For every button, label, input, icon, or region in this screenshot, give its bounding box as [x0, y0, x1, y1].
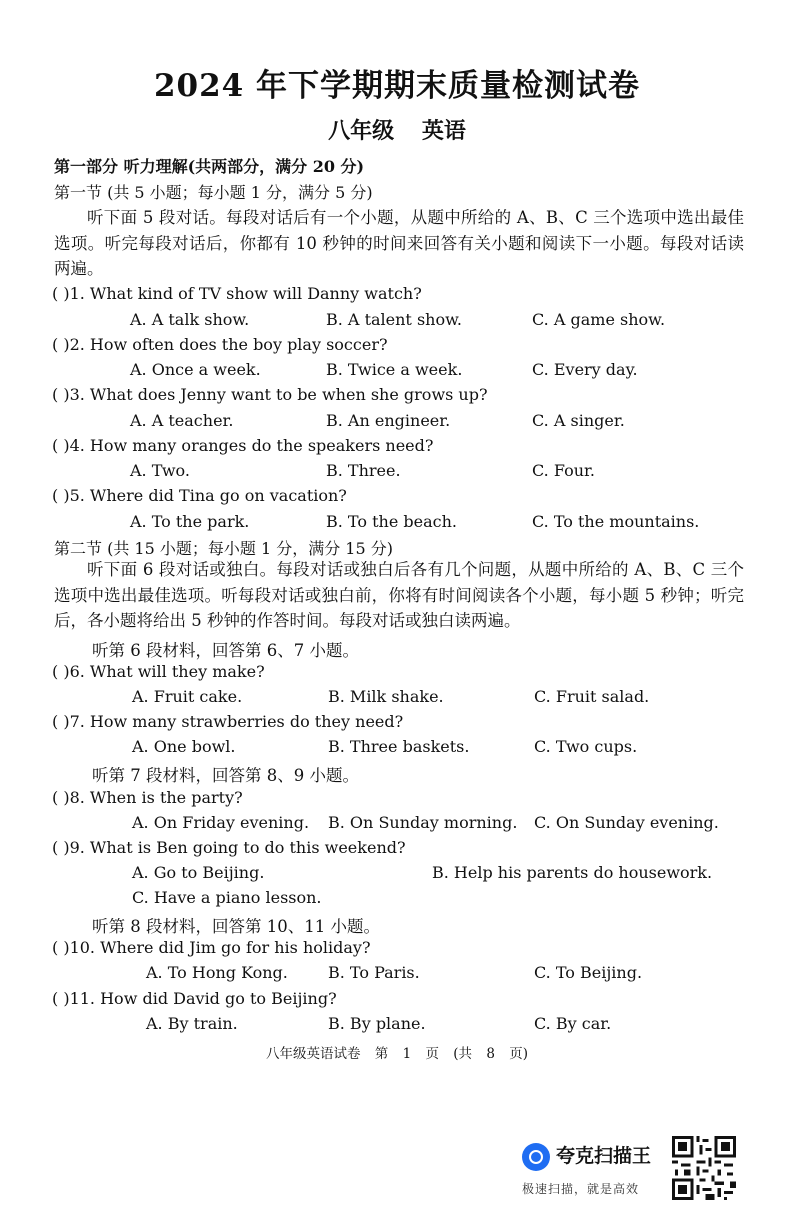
q1-option-a: A. A talk show.	[130, 310, 250, 329]
material-8-heading: 听第 8 段材料，回答第 10、11 小题。	[92, 917, 380, 936]
section1-heading	[54, 180, 373, 203]
q5-option-c: C. To the mountains.	[532, 512, 700, 531]
q6-option-c: C. Fruit salad.	[534, 687, 650, 706]
q8-option-a: A. On Friday evening.	[132, 813, 310, 832]
quark-logo-icon	[522, 1143, 550, 1171]
q10-option-b: B. To Paris.	[328, 963, 420, 982]
brand-name: 夸克扫描王	[556, 1145, 652, 1167]
q6-option-a: A. Fruit cake.	[132, 687, 243, 706]
q1-option-c: C. A game show.	[532, 310, 666, 329]
q11-option-c: C. By car.	[534, 1014, 612, 1033]
material-6-heading: 听第 6 段材料，回答第 6、7 小题。	[92, 641, 359, 660]
section1-instructions: 听下面 5 段对话。每段对话后有一个小题，从题中所给的 A、B、C 三个选项中选出最佳选项。听完每段对话后，你都有 10 秒钟的时间来回答有关小题和阅读下一小题。每段对话读两遍。	[54, 208, 744, 278]
q4-option-c: C. Four.	[532, 461, 595, 480]
question-5: ( )5. Where did Tina go on vacation?	[52, 486, 347, 505]
question-4: ( )4. How many oranges do the speakers need?	[52, 436, 434, 455]
q10-option-c: C. To Beijing.	[534, 963, 643, 982]
q9-option-b: B. Help his parents do housework.	[432, 863, 713, 882]
q7-option-a: A. One bowl.	[132, 737, 236, 756]
q5-option-b: B. To the beach.	[326, 512, 457, 531]
q9-option-a: A. Go to Beijing.	[132, 863, 265, 882]
q3-option-c: C. A singer.	[532, 411, 625, 430]
qr-code-icon	[672, 1136, 736, 1200]
q4-option-a: A. Two.	[130, 461, 190, 480]
q8-option-c: C. On Sunday evening.	[534, 813, 719, 832]
q11-option-a: A. By train.	[146, 1014, 238, 1033]
q5-option-a: A. To the park.	[130, 512, 250, 531]
page-footer: 八年级英语试卷 第 1 页 (共 8 页)	[266, 1046, 528, 1062]
question-10: ( )10. Where did Jim go for his holiday?	[52, 938, 371, 957]
question-11: ( )11. How did David go to Beijing?	[52, 989, 337, 1008]
question-1: ( )1. What kind of TV show will Danny watch?	[52, 284, 422, 303]
q7-option-c: C. Two cups.	[534, 737, 638, 756]
question-6: ( )6. What will they make?	[52, 662, 265, 681]
section1-heading-text: 第一节 (共 5 小题；每小题 1 分，满分 5 分)	[54, 183, 373, 202]
question-8: ( )8. When is the party?	[52, 788, 243, 807]
page-subtitle: 八年级 英语	[328, 118, 466, 144]
section2-heading	[54, 536, 393, 559]
q2-option-a: A. Once a week.	[130, 360, 261, 379]
section2-heading-text: 第二节 (共 15 小题；每小题 1 分，满分 15 分)	[54, 539, 393, 558]
question-2: ( )2. How often does the boy play soccer?	[52, 335, 388, 354]
q4-option-b: B. Three.	[326, 461, 401, 480]
question-7: ( )7. How many strawberries do they need?	[52, 712, 404, 731]
q10-option-a: A. To Hong Kong.	[146, 963, 288, 982]
part1-heading-text: 第一部分 听力理解(共两部分，满分 20 分)	[54, 157, 365, 176]
q7-option-b: B. Three baskets.	[328, 737, 470, 756]
question-3: ( )3. What does Jenny want to be when she grows up?	[52, 385, 488, 404]
q6-option-b: B. Milk shake.	[328, 687, 444, 706]
q2-option-c: C. Every day.	[532, 360, 638, 379]
material-7-heading: 听第 7 段材料，回答第 8、9 小题。	[92, 766, 359, 785]
q1-option-b: B. A talent show.	[326, 310, 462, 329]
q11-option-b: B. By plane.	[328, 1014, 426, 1033]
q9-option-c: C. Have a piano lesson.	[132, 888, 322, 907]
q8-option-b: B. On Sunday morning.	[328, 813, 518, 832]
q2-option-b: B. Twice a week.	[326, 360, 463, 379]
question-9: ( )9. What is Ben going to do this weekend?	[52, 838, 406, 857]
brand-tagline: 极速扫描，就是高效	[522, 1182, 640, 1196]
part1-heading	[54, 154, 364, 177]
page-title: 2024 年下学期期末质量检测试卷	[153, 68, 641, 104]
q3-option-b: B. An engineer.	[326, 411, 451, 430]
section2-instructions: 听下面 6 段对话或独白。每段对话或独白后各有几个问题，从题中所给的 A、B、C 三个选项中选出最佳选项。听每段对话或独白前，你将有时间阅读各个小题，每小题 5 秒钟；听完后，各小题将给出 5 秒钟的作答时间。每段对话或独白读两遍。	[54, 560, 744, 630]
q3-option-a: A. A teacher.	[130, 411, 234, 430]
